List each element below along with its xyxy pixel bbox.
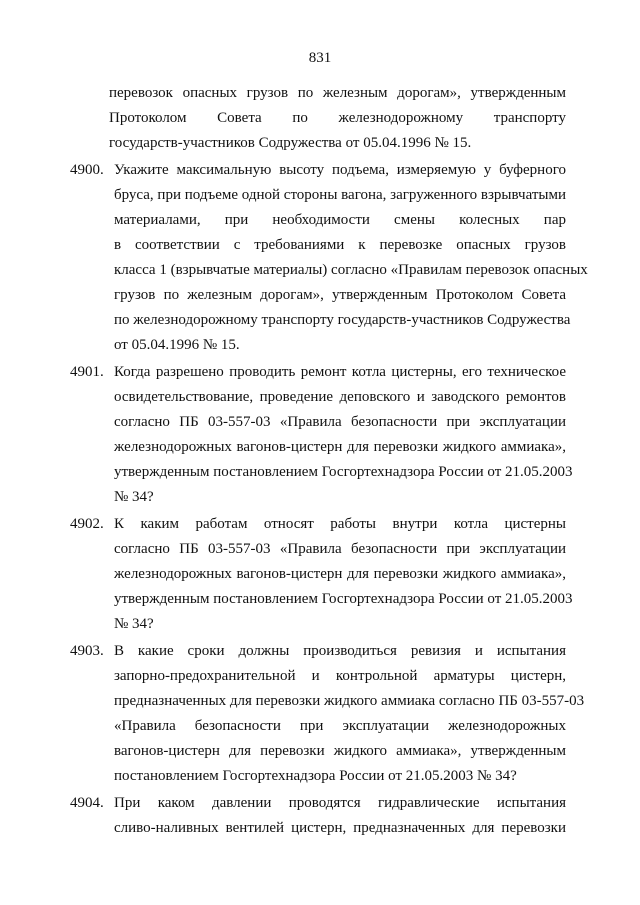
text-line: запорно-предохранительной и контрольной арматуры цистерн, xyxy=(114,668,566,684)
text-line: по железнодорожному транспорту государств-участников Содружества xyxy=(114,312,571,328)
question-4901 xyxy=(70,360,573,510)
text-line: «Правила безопасности при эксплуатации железнодорожных xyxy=(114,718,566,734)
text-line: согласно ПБ 03-557-03 «Правила безопасности при эксплуатации xyxy=(114,414,566,430)
question-text xyxy=(114,158,588,358)
question-number: 4904. xyxy=(70,795,104,811)
document-body xyxy=(70,81,588,843)
text-line: бруса, при подъеме одной стороны вагона, загруженного взрывчатыми xyxy=(114,187,566,203)
text-line: сливо-наливных вентилей цистерн, предназначенных для перевозки xyxy=(114,820,566,836)
text-line: К каким работам относят работы внутри котла цистерны xyxy=(114,516,566,532)
question-text xyxy=(114,791,566,841)
text-line: вагонов-цистерн для перевозки жидкого аммиака», утвержденным xyxy=(114,743,566,759)
text-line: Укажите максимальную высоту подъема, измеряемую у буферного xyxy=(114,162,566,178)
question-4900 xyxy=(70,158,588,358)
text-line: государств-участников Содружества от 05.04.1996 № 15. xyxy=(109,135,472,151)
question-number: 4903. xyxy=(70,643,104,659)
text-line: класса 1 (взрывчатые материалы) согласно «Правилам перевозок опасных xyxy=(114,262,588,278)
question-4902 xyxy=(70,512,573,637)
text-line: В какие сроки должны производиться ревизия и испытания xyxy=(114,643,566,659)
text-line: постановлением Госгортехнадзора России от 21.05.2003 № 34? xyxy=(114,768,517,784)
text-line: Когда разрешено проводить ремонт котла цистерны, его техническое xyxy=(114,364,566,380)
text-line: перевозок опасных грузов по железным дорогам», утвержденным xyxy=(109,85,566,101)
text-line: в соответствии с требованиями к перевозке опасных грузов xyxy=(114,237,566,253)
text-line: Протоколом Совета по железнодорожному транспорту xyxy=(109,110,566,126)
question-number: 4901. xyxy=(70,364,104,380)
question-text xyxy=(114,639,585,789)
text-line: № 34? xyxy=(114,489,154,505)
text-line: материалами, при необходимости смены колесных пар xyxy=(114,212,566,228)
text-line: освидетельствование, проведение деповского и заводского ремонтов xyxy=(114,389,566,405)
question-number: 4902. xyxy=(70,516,104,532)
question-4903 xyxy=(70,639,585,789)
text-line: согласно ПБ 03-557-03 «Правила безопасности при эксплуатации xyxy=(114,541,566,557)
text-line: грузов по железным дорогам», утвержденным Протоколом Совета xyxy=(114,287,566,303)
text-line: № 34? xyxy=(114,616,154,632)
question-text xyxy=(114,360,573,510)
intro-paragraph xyxy=(109,81,566,156)
text-line: утвержденным постановлением Госгортехнадзора России от 21.05.2003 xyxy=(114,464,573,480)
question-4904 xyxy=(70,791,566,841)
page-number: 831 xyxy=(308,50,332,66)
question-text xyxy=(114,512,573,637)
text-line: предназначенных для перевозки жидкого аммиака согласно ПБ 03-557-03 xyxy=(114,693,585,709)
question-number: 4900. xyxy=(70,162,104,178)
text-line: железнодорожных вагонов-цистерн для перевозки жидкого аммиака», xyxy=(114,439,566,455)
text-line: При каком давлении проводятся гидравлические испытания xyxy=(114,795,566,811)
text-line: утвержденным постановлением Госгортехнадзора России от 21.05.2003 xyxy=(114,591,573,607)
text-line: железнодорожных вагонов-цистерн для перевозки жидкого аммиака», xyxy=(114,566,566,582)
text-line: от 05.04.1996 № 15. xyxy=(114,337,240,353)
